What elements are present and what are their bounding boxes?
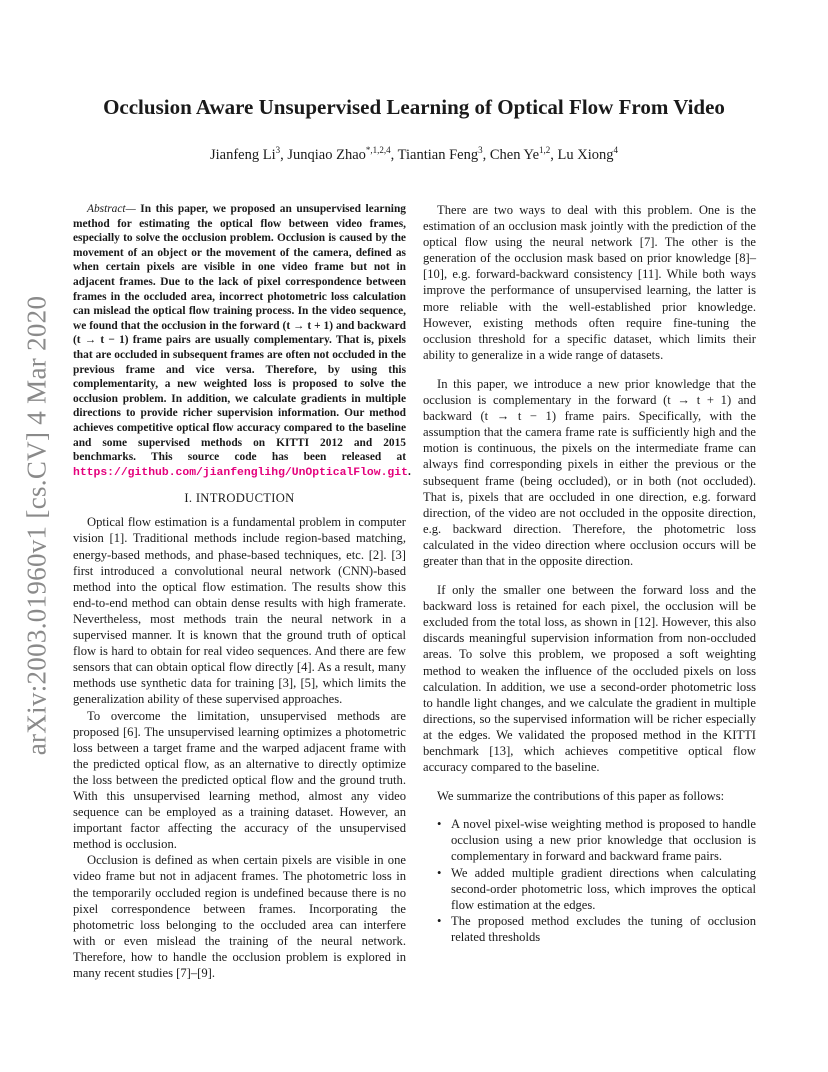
author-affiliation: 3 xyxy=(478,145,483,155)
section-heading-introduction: I. INTRODUCTION xyxy=(184,491,295,506)
abstract-lead: Abstract— xyxy=(87,203,136,215)
list-item-text: We added multiple gradient directions when calculating second-order photometric loss, which improves the optical flow estimation at the edges. xyxy=(451,865,756,912)
source-code-link[interactable]: https://github.com/jianfenglihg/UnOpticalFlow.git xyxy=(73,466,408,479)
author-affiliation: 1,2 xyxy=(539,145,551,155)
author-affiliation: 3 xyxy=(275,145,281,155)
contributions-list xyxy=(423,816,756,945)
intro-paragraph: To overcome the limitation, unsupervised methods are proposed [6]. The unsupervised learning optimizes a photometric loss between a target frame and the warped adjacent frame with the predicted optical flow, as an alternative to directly optimize the loss between the predicted optical flow and the ground truth. With this unsupervised learning method, almost any video sequence can be employed as a training dataset. However, an important factor affecting the accuracy of the unsupervised method is occlusion. xyxy=(73,708,406,852)
author-separator: , xyxy=(390,146,398,163)
paragraph-gap xyxy=(423,569,756,582)
paragraph-gap xyxy=(423,775,756,788)
bullet-icon: • xyxy=(437,913,442,928)
body-paragraph: There are two ways to deal with this problem. One is the estimation of an occlusion mask jointly with the prediction of the optical flow using the neural network [7]. The other is the generation of the occlusion mask based on prior knowledge [8]–[10], e.g. forward-backward consistency [11]. While both ways improve the performance of unsupervised learning, the latter is more reliable with the well-established prior knowledge. However, existing methods often require fine-tuning the occlusion threshold for a specific dataset, which limits their ability to generalize in a wide range of datasets. xyxy=(423,203,756,362)
author-name: Lu Xiong xyxy=(557,146,614,163)
left-column xyxy=(73,202,411,981)
body-paragraph: If only the smaller one between the forward loss and the backward loss is retained for each pixel, the occlusion will be excluded from the total loss, as shown in [12]. However, this also discards meaningful supervision information from non-occluded areas. To solve this problem, we proposed a soft weighting method to weaken the influence of the occluded pixels on loss calculation. In addition, we use a second-order photometric loss to handle light changes, and we calculate the gradient in multiple directions, so the supervised information will be richer especially at the edges. We validated the proposed method in the KITTI benchmark [13], which achieves competitive optical flow accuracy compared to the baseline. xyxy=(423,583,756,775)
bullet-icon: • xyxy=(437,865,442,880)
list-item-text: The proposed method excludes the tuning of occlusion related thresholds xyxy=(451,913,756,944)
abstract-tail: . xyxy=(407,465,411,478)
author-affiliation: *,1,2,4 xyxy=(365,145,391,155)
bullet-icon: • xyxy=(437,817,442,832)
author-separator: , xyxy=(482,146,490,163)
author-list xyxy=(0,145,828,164)
author-name: Chen Ye xyxy=(489,146,540,163)
arxiv-sidebar-stamp xyxy=(17,290,57,760)
list-item xyxy=(423,913,756,945)
list-item xyxy=(423,865,756,913)
paper-title: Occlusion Aware Unsupervised Learning of Optical Flow From Video xyxy=(103,95,725,119)
body-paragraph: In this paper, we introduce a new prior knowledge that the occlusion is complementary in the forward (t → t + 1) and backward (t → t − 1) frame pairs. Specifically, with the assumption that the camera frame rate is sufficiently high and the motion is continuous, the pixels on the intermediate frame can always find corresponding pixels in either the previous or the subsequent frame (being occluded), or in both (not occluded). That is, pixels that are occluded in one direction, e.g. forward direction, of the video are not occluded in the opposite direction, e.g. backward direction. Therefore, the photometric loss calculated in the video direction where occlusion occurs will be greater than that in the opposite direction. xyxy=(423,376,756,568)
abstract xyxy=(73,202,411,480)
author-affiliation: 4 xyxy=(613,145,618,155)
author-separator: , xyxy=(550,146,558,163)
intro-paragraph: Optical flow estimation is a fundamental problem in computer vision [1]. Traditional methods include region-based matching, energy-based methods, and phase-based techniques, etc. [2]. [3] first introduced a convolutional neural network (CNN)-based method into the optical flow estimation. The results show this end-to-end method can obtain dense results with high framerate. Nevertheless, most methods train the neural network in a supervised manner. It is known that the ground truth of optical flow is hard to obtain for real video sequences. And there are few sensors that can obtain optical flow directly [4]. As a result, many methods use synthetic data for training [3], [5], which limits the generalization ability of these supervised approaches. xyxy=(73,515,406,707)
author-name: Junqiao Zhao xyxy=(287,146,366,163)
author-name: Tiantian Feng xyxy=(397,146,479,163)
list-item xyxy=(423,816,756,864)
author-name: Jianfeng Li xyxy=(210,146,276,163)
paragraph-gap xyxy=(423,363,756,376)
intro-paragraph: Occlusion is defined as when certain pixels are visible in one video frame but not in adjacent frames. The photometric loss in the temporarily occluded region is undefined because there is no pixel correspondence between frames. Incorporating the photometric loss belonging to the occluded area can interfere with or even mislead the training of the neural network. Therefore, how to handle the occlusion problem is explored in many recent studies [7]–[9]. xyxy=(73,853,406,980)
list-item-text: A novel pixel-wise weighting method is proposed to handle occlusion using a new prior knowledge that occlusion is complementary in forward and backward frame pairs. xyxy=(451,817,756,864)
contributions-intro: We summarize the contributions of this paper as follows: xyxy=(437,789,725,804)
author-separator: , xyxy=(280,146,288,163)
abstract-body: In this paper, we proposed an unsupervised learning method for estimating the optical flow between video frames, especially to solve the occlusion problem. Occlusion is caused by the movement of an object or the movement of the camera, defined as when certain pixels are visible in one video frame but not in adjacent frames. Due to the lack of pixel correspondence between frames in the occluded area, incorrect photometric loss calculation can mislead the optical flow training process. In the video sequence, we found that the occlusion in the forward (t → t + 1) and backward (t → t − 1) frame pairs are usually complementary. That is, pixels that are occluded in subsequent frames are often not occluded in the previous frame and vice versa. Therefore, by using this complementarity, a new weighted loss is proposed to solve the occlusion problem. In addition, we calculate gradients in multiple directions to provide richer supervision information. Our method achieves competitive optical flow accuracy compared to the baseline and some supervised methods on KITTI 2012 and 2015 benchmarks. This source code has been released at xyxy=(73,203,406,464)
arxiv-identifier: arXiv:2003.01960v1 [cs.CV] 4 Mar 2020 xyxy=(21,295,52,755)
right-column xyxy=(423,202,756,945)
